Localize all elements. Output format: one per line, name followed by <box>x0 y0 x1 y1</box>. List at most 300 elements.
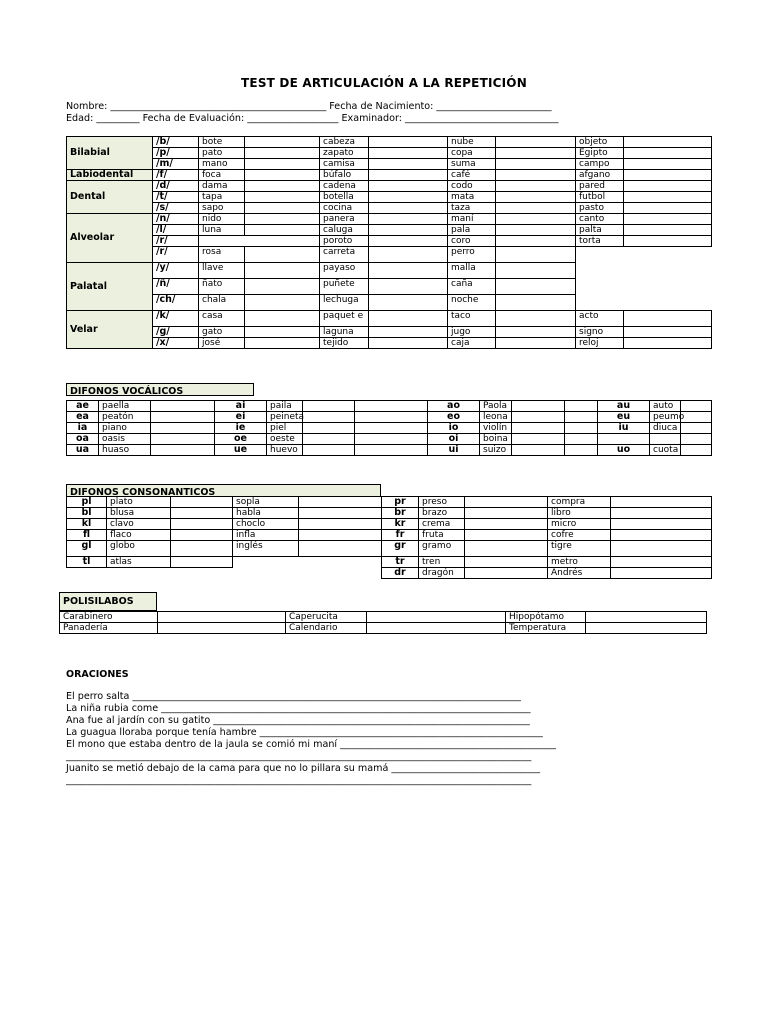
consonantal-row <box>67 530 382 541</box>
diphthong-cell: ia <box>67 423 99 434</box>
diphthong-cell: ie <box>215 423 267 434</box>
articulation-row <box>67 263 712 279</box>
word-cell: campo <box>576 159 624 170</box>
word-cell: café <box>448 170 496 181</box>
group-label-palatal: Palatal <box>67 263 153 311</box>
response-cell <box>496 263 576 279</box>
word-cell: coro <box>448 236 496 247</box>
word-cell: caluga <box>320 225 369 236</box>
response-cell <box>465 508 548 519</box>
word-cell: brazo <box>419 508 465 519</box>
group-label-labiodental: Labiodental <box>67 170 153 181</box>
diphthong-cell: io <box>428 423 480 434</box>
response-cell <box>465 541 548 557</box>
word-cell: mata <box>448 192 496 203</box>
word-cell: Caperucita <box>286 612 367 623</box>
word-cell: choclo <box>233 519 299 530</box>
word-cell: sapo <box>199 203 245 214</box>
response-cell <box>496 192 576 203</box>
word-cell: afgano <box>576 170 624 181</box>
diphthong-cell: oe <box>215 434 267 445</box>
response-cell <box>245 263 320 279</box>
response-cell <box>496 170 576 181</box>
cluster-cell: pr <box>382 497 419 508</box>
word-cell: habla <box>233 508 299 519</box>
response-cell <box>245 311 320 327</box>
difonos-vocalicos-heading: DIFONOS VOCÁLICOS <box>66 383 254 396</box>
response-cell <box>624 203 712 214</box>
response-cell <box>151 423 215 434</box>
response-cell <box>512 423 565 434</box>
articulation-row <box>67 327 712 338</box>
word-cell: bote <box>199 137 245 148</box>
diphthong-cell: iu <box>598 423 650 434</box>
response-cell <box>465 568 548 579</box>
response-cell <box>611 519 712 530</box>
word-cell: inglés <box>233 541 299 557</box>
word-cell: copa <box>448 148 496 159</box>
response-cell <box>624 338 712 349</box>
word-cell: piano <box>99 423 151 434</box>
response-cell <box>624 247 712 263</box>
word-cell: jugo <box>448 327 496 338</box>
diphthong-cell: ei <box>215 412 267 423</box>
response-cell <box>496 338 576 349</box>
vocalic-row <box>67 401 712 412</box>
response-cell <box>624 137 712 148</box>
cluster-cell: fr <box>382 530 419 541</box>
word-cell: Paola <box>480 401 512 412</box>
response-cell <box>624 263 712 279</box>
word-cell: libro <box>548 508 611 519</box>
word-cell: tapa <box>199 192 245 203</box>
response-cell <box>369 159 448 170</box>
word-cell: cadena <box>320 181 369 192</box>
response-cell <box>151 434 215 445</box>
response-cell <box>245 159 320 170</box>
word-cell: taco <box>448 311 496 327</box>
response-cell <box>624 214 712 225</box>
response-cell <box>611 557 712 568</box>
word-cell: crema <box>419 519 465 530</box>
word-cell: leona <box>480 412 512 423</box>
word-cell: codo <box>448 181 496 192</box>
response-cell <box>369 327 448 338</box>
response-cell <box>681 412 712 423</box>
diphthong-cell: ea <box>67 412 99 423</box>
consonantal-row <box>67 508 382 519</box>
response-cell <box>624 279 712 295</box>
response-cell <box>367 623 506 634</box>
response-cell <box>611 508 712 519</box>
word-cell: Andrés <box>548 568 611 579</box>
word-cell: huaso <box>99 445 151 456</box>
word-cell: objeto <box>576 137 624 148</box>
header-line-name: Nombre: _____________________________________________ Fecha de Nacimiento: ________________________ <box>66 101 552 112</box>
cluster-cell: gr <box>382 541 419 557</box>
word-cell: dragón <box>419 568 465 579</box>
difonos-vocalicos-table <box>66 400 712 456</box>
phoneme-cell: /p/ <box>153 148 199 159</box>
word-cell: pasto <box>576 203 624 214</box>
word-cell: clavo <box>107 519 171 530</box>
word-cell: compra <box>548 497 611 508</box>
response-cell <box>512 412 565 423</box>
response-cell <box>245 247 320 263</box>
difonos-consonanticos-heading: DIFONOS CONSONANTICOS <box>66 484 381 497</box>
response-cell <box>171 508 233 519</box>
word-cell: Panadería <box>60 623 158 634</box>
spacer-cell <box>355 434 428 445</box>
word-cell: casa <box>199 311 245 327</box>
word-cell: búfalo <box>320 170 369 181</box>
cluster-cell: fl <box>67 530 107 541</box>
response-cell <box>496 225 576 236</box>
response-cell <box>624 225 712 236</box>
response-cell <box>624 170 712 181</box>
diphthong-cell: au <box>598 401 650 412</box>
articulation-row <box>67 159 712 170</box>
response-cell <box>245 338 320 349</box>
response-cell <box>512 445 565 456</box>
word-cell <box>576 279 624 295</box>
cluster-cell: pl <box>67 497 107 508</box>
articulation-row <box>67 247 712 263</box>
response-cell <box>171 497 233 508</box>
response-cell <box>611 497 712 508</box>
word-cell: gramo <box>419 541 465 557</box>
response-cell <box>624 311 712 327</box>
response-cell <box>496 148 576 159</box>
consonantal-row <box>382 508 712 519</box>
spacer-cell <box>565 423 598 434</box>
word-cell: poroto <box>320 236 369 247</box>
consonantal-row <box>382 530 712 541</box>
word-cell: pared <box>576 181 624 192</box>
phoneme-cell: /b/ <box>153 137 199 148</box>
sentence-line: El mono que estaba dentro de la jaula se comió mi maní _____________________________________________ <box>66 739 556 750</box>
consonantal-row <box>67 557 382 568</box>
word-cell: carreta <box>320 247 369 263</box>
word-cell: preso <box>419 497 465 508</box>
cluster-cell: gl <box>67 541 107 557</box>
word-cell: sopla <box>233 497 299 508</box>
word-cell: peineta <box>267 412 303 423</box>
response-cell <box>299 519 382 530</box>
consonantal-row <box>67 519 382 530</box>
response-cell <box>611 541 712 557</box>
word-cell: fruta <box>419 530 465 541</box>
diphthong-cell: uo <box>598 445 650 456</box>
response-cell <box>624 159 712 170</box>
response-cell <box>171 530 233 541</box>
word-cell: diuca <box>650 423 681 434</box>
word-cell: Temperatura <box>506 623 586 634</box>
response-cell <box>681 401 712 412</box>
group-label-bilabial: Bilabial <box>67 137 153 170</box>
word-cell: Egipto <box>576 148 624 159</box>
word-cell: llave <box>199 263 245 279</box>
word-cell <box>199 236 245 247</box>
response-cell <box>624 181 712 192</box>
response-cell <box>496 159 576 170</box>
word-cell: rosa <box>199 247 245 263</box>
articulation-row <box>67 192 712 203</box>
response-cell <box>299 497 382 508</box>
phoneme-cell: /d/ <box>153 181 199 192</box>
consonantal-row <box>67 497 382 508</box>
response-cell <box>369 214 448 225</box>
response-cell <box>369 279 448 295</box>
articulation-row <box>67 338 712 349</box>
cluster-cell: dr <box>382 568 419 579</box>
diphthong-cell: ue <box>215 445 267 456</box>
polisilabos-table <box>59 611 707 634</box>
articulation-row <box>67 295 712 311</box>
word-cell: violín <box>480 423 512 434</box>
word-cell: noche <box>448 295 496 311</box>
word-cell: puñete <box>320 279 369 295</box>
response-cell <box>369 247 448 263</box>
group-label-dental: Dental <box>67 181 153 214</box>
word-cell: metro <box>548 557 611 568</box>
word-cell: taza <box>448 203 496 214</box>
word-cell: huevo <box>267 445 303 456</box>
response-cell <box>158 612 286 623</box>
word-cell: tren <box>419 557 465 568</box>
response-cell <box>151 445 215 456</box>
spacer-cell <box>355 401 428 412</box>
consonantal-row <box>67 541 382 557</box>
word-cell: flaco <box>107 530 171 541</box>
sentence-line: _________________________________________________________________________________________________ <box>66 751 532 762</box>
sentence-line: La niña rubia come _____________________________________________________________________________ <box>66 703 531 714</box>
word-cell: gato <box>199 327 245 338</box>
header-line-age: Edad: _________ Fecha de Evaluación: ___________________ Examinador: ________________________________ <box>66 113 559 124</box>
response-cell <box>496 311 576 327</box>
response-cell <box>611 568 712 579</box>
diphthong-cell: eu <box>598 412 650 423</box>
diphthong-cell: eo <box>428 412 480 423</box>
response-cell <box>369 236 448 247</box>
phoneme-cell: /y/ <box>153 263 199 279</box>
response-cell <box>245 181 320 192</box>
response-cell <box>245 279 320 295</box>
response-cell <box>624 327 712 338</box>
diphthong-cell: ae <box>67 401 99 412</box>
response-cell <box>369 181 448 192</box>
spacer-cell <box>355 423 428 434</box>
word-cell: torta <box>576 236 624 247</box>
response-cell <box>496 181 576 192</box>
phoneme-cell: /r/ <box>153 236 199 247</box>
word-cell: boina <box>480 434 512 445</box>
diphthong-cell: ua <box>67 445 99 456</box>
response-cell <box>303 412 355 423</box>
word-cell: reloj <box>576 338 624 349</box>
spacer-cell <box>565 412 598 423</box>
word-cell: atlas <box>107 557 171 568</box>
articulation-row <box>67 181 712 192</box>
articulation-row <box>67 236 712 247</box>
word-cell <box>650 434 681 445</box>
response-cell <box>245 236 320 247</box>
word-cell: ñato <box>199 279 245 295</box>
sentence-line: Juanito se metió debajo de la cama para que no lo pillara su mamá _______________________________ <box>66 763 541 774</box>
response-cell <box>245 148 320 159</box>
response-cell <box>367 612 506 623</box>
word-cell: caja <box>448 338 496 349</box>
word-cell: canto <box>576 214 624 225</box>
response-cell <box>512 434 565 445</box>
response-cell <box>369 137 448 148</box>
diphthong-cell: ao <box>428 401 480 412</box>
cluster-cell: tr <box>382 557 419 568</box>
word-cell: caña <box>448 279 496 295</box>
word-cell: camisa <box>320 159 369 170</box>
phoneme-cell: /k/ <box>153 311 199 327</box>
diphthong-cell: oa <box>67 434 99 445</box>
sentence-line: _________________________________________________________________________________________________ <box>66 775 532 786</box>
polisilabos-heading: POLISILABOS <box>59 592 157 611</box>
phoneme-cell: /x/ <box>153 338 199 349</box>
phoneme-cell: /ñ/ <box>153 279 199 295</box>
word-cell: suma <box>448 159 496 170</box>
articulation-row <box>67 148 712 159</box>
phoneme-cell: /ch/ <box>153 295 199 311</box>
word-cell: chala <box>199 295 245 311</box>
word-cell: lechuga <box>320 295 369 311</box>
polysyllable-row <box>60 612 707 623</box>
word-cell <box>576 247 624 263</box>
word-cell: auto <box>650 401 681 412</box>
word-cell: Calendario <box>286 623 367 634</box>
response-cell <box>171 557 233 568</box>
word-cell: peumo <box>650 412 681 423</box>
word-cell: dama <box>199 181 245 192</box>
word-cell: plato <box>107 497 171 508</box>
response-cell <box>245 327 320 338</box>
response-cell <box>496 236 576 247</box>
consonantal-row <box>382 541 712 557</box>
cluster-cell: kr <box>382 519 419 530</box>
response-cell <box>496 203 576 214</box>
word-cell: acto <box>576 311 624 327</box>
word-cell: peatón <box>99 412 151 423</box>
response-cell <box>681 445 712 456</box>
word-cell: cocina <box>320 203 369 214</box>
response-cell <box>624 295 712 311</box>
response-cell <box>171 519 233 530</box>
consonantal-row <box>382 497 712 508</box>
word-cell: oasis <box>99 434 151 445</box>
word-cell: globo <box>107 541 171 557</box>
word-cell <box>576 263 624 279</box>
response-cell <box>245 295 320 311</box>
group-label-alveolar: Alveolar <box>67 214 153 263</box>
cluster-cell: tl <box>67 557 107 568</box>
word-cell: micro <box>548 519 611 530</box>
response-cell <box>512 401 565 412</box>
phoneme-cell: /n/ <box>153 214 199 225</box>
difonos-consonanticos-right-table <box>381 496 712 579</box>
consonantal-row <box>382 519 712 530</box>
word-cell: nube <box>448 137 496 148</box>
response-cell <box>369 203 448 214</box>
cluster-cell: bl <box>67 508 107 519</box>
cluster-cell: kl <box>67 519 107 530</box>
response-cell <box>496 247 576 263</box>
diphthong-cell <box>598 434 650 445</box>
word-cell: zapato <box>320 148 369 159</box>
polysyllable-row <box>60 623 707 634</box>
word-cell: josé <box>199 338 245 349</box>
response-cell <box>681 423 712 434</box>
word-cell: paella <box>99 401 151 412</box>
group-label-velar: Velar <box>67 311 153 349</box>
word-cell: pato <box>199 148 245 159</box>
word-cell: piel <box>267 423 303 434</box>
word-cell: panera <box>320 214 369 225</box>
word-cell: cabeza <box>320 137 369 148</box>
phoneme-cell: /l/ <box>153 225 199 236</box>
word-cell: infla <box>233 530 299 541</box>
word-cell: Carabinero <box>60 612 158 623</box>
response-cell <box>681 434 712 445</box>
word-cell: paquet e <box>320 311 369 327</box>
phoneme-cell: /s/ <box>153 203 199 214</box>
vocalic-row <box>67 445 712 456</box>
articulation-row <box>67 170 712 181</box>
consonantal-row <box>382 557 712 568</box>
word-cell: Hipopótamo <box>506 612 586 623</box>
phoneme-cell: /g/ <box>153 327 199 338</box>
word-cell: tejido <box>320 338 369 349</box>
response-cell <box>586 623 707 634</box>
oraciones-heading: ORACIONES <box>66 669 129 680</box>
word-cell: payaso <box>320 263 369 279</box>
word-cell: foca <box>199 170 245 181</box>
diphthong-cell: ui <box>428 445 480 456</box>
spacer-cell <box>565 445 598 456</box>
response-cell <box>151 412 215 423</box>
response-cell <box>303 401 355 412</box>
word-cell <box>233 557 299 568</box>
cluster-cell: br <box>382 508 419 519</box>
response-cell <box>624 236 712 247</box>
word-cell: paila <box>267 401 303 412</box>
phoneme-cell: /t/ <box>153 192 199 203</box>
response-cell <box>151 401 215 412</box>
phoneme-cell: /f/ <box>153 170 199 181</box>
articulation-row <box>67 214 712 225</box>
response-cell <box>496 295 576 311</box>
response-cell <box>245 203 320 214</box>
sentence-line: La guagua lloraba porque tenía hambre ___________________________________________________________ <box>66 727 543 738</box>
response-cell <box>299 541 382 557</box>
response-cell <box>586 612 707 623</box>
consonantal-row <box>382 568 712 579</box>
response-cell <box>369 338 448 349</box>
response-cell <box>303 445 355 456</box>
response-cell <box>611 530 712 541</box>
response-cell <box>624 148 712 159</box>
response-cell <box>299 508 382 519</box>
word-cell: malla <box>448 263 496 279</box>
articulation-table <box>66 136 712 349</box>
spacer-cell <box>355 445 428 456</box>
response-cell <box>158 623 286 634</box>
